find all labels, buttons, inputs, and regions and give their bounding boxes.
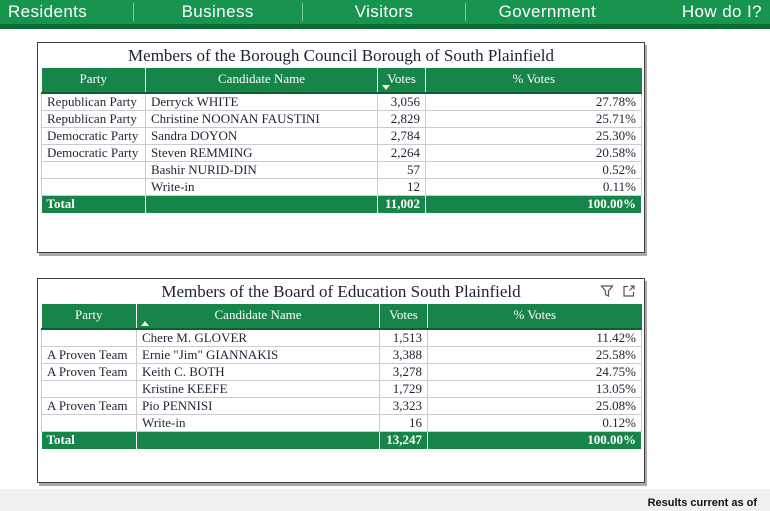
cell-party	[42, 415, 137, 432]
table-row	[42, 145, 642, 162]
borough-council-results-card	[37, 42, 645, 253]
total-row	[42, 196, 642, 213]
cell-votes: 1,513	[380, 329, 428, 347]
cell-votes: 3,323	[380, 398, 428, 415]
sort-ascending-icon	[141, 321, 149, 326]
cell-party: Democratic Party	[42, 128, 146, 145]
cell-party	[42, 381, 137, 398]
cell-candidate-name: Keith C. BOTH	[137, 364, 380, 381]
page-title: Members of the Board of Education South Plainfield	[161, 282, 521, 301]
cell-votes: 2,784	[378, 128, 426, 145]
cell-pct-votes: 25.71%	[426, 111, 642, 128]
table-row	[42, 179, 642, 196]
cell-party: Democratic Party	[42, 145, 146, 162]
table-row	[42, 364, 642, 381]
table-row	[42, 347, 642, 364]
column-header-pct-votes[interactable]: % Votes	[428, 304, 642, 329]
total-spacer	[146, 196, 378, 213]
total-label: Total	[42, 196, 146, 213]
total-spacer	[137, 432, 380, 449]
cell-party	[42, 162, 146, 179]
cell-party: A Proven Team	[42, 347, 137, 364]
total-pct: 100.00%	[426, 196, 642, 213]
cell-votes: 3,056	[378, 93, 426, 111]
cell-party	[42, 329, 137, 347]
total-votes: 13,247	[380, 432, 428, 449]
nav-item-government[interactable]: Government	[498, 2, 597, 21]
cell-votes: 2,829	[378, 111, 426, 128]
cell-pct-votes: 25.08%	[428, 398, 642, 415]
header-row	[42, 304, 642, 329]
column-header-votes[interactable]: Votes	[378, 68, 426, 93]
footer-strip	[0, 489, 770, 511]
nav-item-residents[interactable]: Residents	[8, 2, 88, 21]
cell-pct-votes: 25.30%	[426, 128, 642, 145]
popout-icon[interactable]	[622, 284, 636, 298]
cell-party	[42, 179, 146, 196]
table-row	[42, 128, 642, 145]
cell-votes: 3,388	[380, 347, 428, 364]
column-header-candidate-name[interactable]: Candidate Name	[137, 304, 380, 329]
board-of-education-results-card	[37, 278, 645, 483]
table-row	[42, 162, 642, 179]
table-row	[42, 381, 642, 398]
visual-header-toolbar	[600, 284, 636, 298]
cell-votes: 57	[378, 162, 426, 179]
cell-candidate-name: Chere M. GLOVER	[137, 329, 380, 347]
nav-item-business[interactable]: Business	[181, 2, 254, 21]
cell-pct-votes: 25.58%	[428, 347, 642, 364]
nav-item-how-do-i[interactable]: How do I?	[681, 2, 763, 21]
cell-votes: 12	[378, 179, 426, 196]
cell-pct-votes: 0.52%	[426, 162, 642, 179]
cell-pct-votes: 13.05%	[428, 381, 642, 398]
cell-party: Republican Party	[42, 93, 146, 111]
total-pct: 100.00%	[428, 432, 642, 449]
cell-candidate-name: Write-in	[137, 415, 380, 432]
nav-accent-bar	[0, 24, 770, 29]
results-current-as-of-label: Results current as of	[647, 497, 757, 509]
column-header-party[interactable]: Party	[42, 68, 146, 93]
cell-candidate-name: Ernie "Jim" GIANNAKIS	[137, 347, 380, 364]
borough-council-table	[41, 68, 642, 213]
table-row	[42, 329, 642, 347]
cell-votes: 1,729	[380, 381, 428, 398]
cell-candidate-name: Derryck WHITE	[146, 93, 378, 111]
cell-pct-votes: 0.12%	[428, 415, 642, 432]
cell-pct-votes: 0.11%	[426, 179, 642, 196]
cell-candidate-name: Bashir NURID-DIN	[146, 162, 378, 179]
cell-candidate-name: Pio PENNISI	[137, 398, 380, 415]
table-row	[42, 111, 642, 128]
cell-pct-votes: 27.78%	[426, 93, 642, 111]
cell-party: Republican Party	[42, 111, 146, 128]
cell-pct-votes: 24.75%	[428, 364, 642, 381]
board-of-education-table	[41, 304, 642, 449]
cell-votes: 16	[380, 415, 428, 432]
cell-party: A Proven Team	[42, 398, 137, 415]
cell-candidate-name: Sandra DOYON	[146, 128, 378, 145]
cell-pct-votes: 11.42%	[428, 329, 642, 347]
table-row	[42, 93, 642, 111]
column-header-pct-votes[interactable]: % Votes	[426, 68, 642, 93]
cell-party: A Proven Team	[42, 364, 137, 381]
page-title: Members of the Borough Council Borough of South Plainfield	[128, 46, 554, 65]
cell-candidate-name: Christine NOONAN FAUSTINI	[146, 111, 378, 128]
cell-pct-votes: 20.58%	[426, 145, 642, 162]
total-votes: 11,002	[378, 196, 426, 213]
cell-votes: 3,278	[380, 364, 428, 381]
total-label: Total	[42, 432, 137, 449]
cell-candidate-name: Steven REMMING	[146, 145, 378, 162]
cell-votes: 2,264	[378, 145, 426, 162]
top-nav	[0, 0, 770, 24]
cell-candidate-name: Kristine KEEFE	[137, 381, 380, 398]
total-row	[42, 432, 642, 449]
cell-candidate-name: Write-in	[146, 179, 378, 196]
table-row	[42, 415, 642, 432]
table-row	[42, 398, 642, 415]
column-header-candidate-name[interactable]: Candidate Name	[146, 68, 378, 93]
filter-icon[interactable]	[600, 284, 614, 298]
sort-descending-icon	[382, 85, 390, 90]
column-header-party[interactable]: Party	[42, 304, 137, 329]
nav-item-visitors[interactable]: Visitors	[354, 2, 414, 21]
header-row	[42, 68, 642, 93]
column-header-votes[interactable]: Votes	[380, 304, 428, 329]
